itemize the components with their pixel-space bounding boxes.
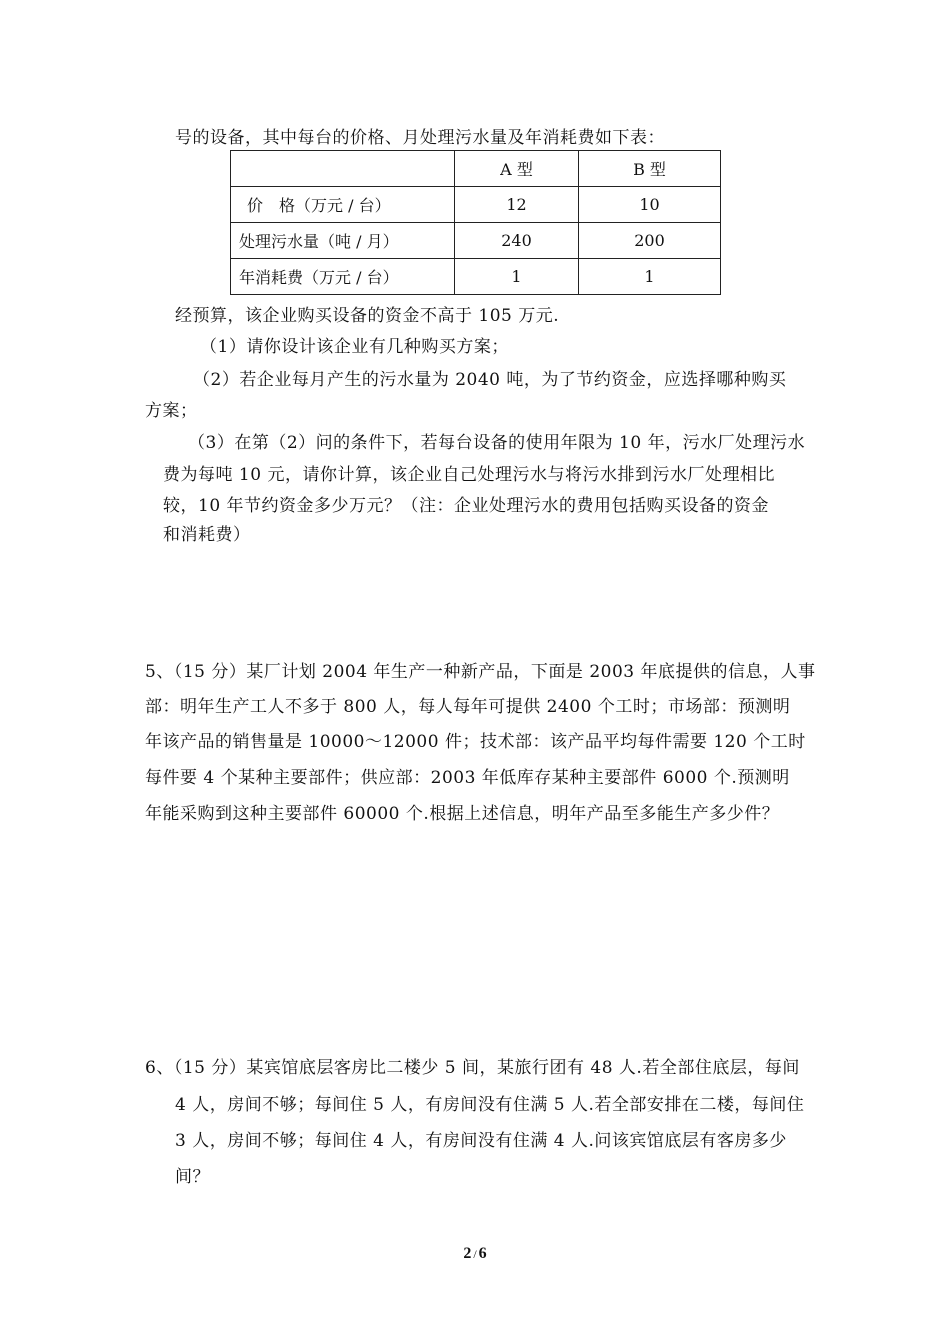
budget-note: 经预算，该企业购买设备的资金不高于 105 万元.: [175, 306, 560, 326]
table-row: [231, 223, 721, 259]
equipment-spec-table: [230, 150, 721, 295]
table-cell: 年消耗费（万元 / 台）: [231, 259, 455, 295]
q5-line: 部：明年生产工人不多于 800 人，每人每年可提供 2400 个工时；市场部：预测明: [145, 697, 791, 717]
table-cell: 240: [455, 223, 579, 259]
table-cell: 价 格（万元 / 台）: [231, 187, 455, 223]
q4-part-3-cont: 和消耗费）: [163, 525, 251, 545]
q4-part-3-cont: 费为每吨 10 元，请你计算，该企业自己处理污水与将污水排到污水厂处理相比: [163, 465, 775, 485]
table-cell: 10: [579, 187, 721, 223]
current-page: 2: [463, 1245, 472, 1262]
page-indicator: [0, 1245, 950, 1263]
q4-part-2-cont: 方案；: [145, 401, 198, 421]
q4-part-1: （1）请你设计该企业有几种购买方案；: [200, 337, 509, 357]
q6-line: 3 人，房间不够；每间住 4 人，有房间没有住满 4 人.问该宾馆底层有客房多少: [175, 1131, 787, 1151]
q5-line: 每件要 4 个某种主要部件；供应部：2003 年低库存某种主要部件 6000 个.预测明: [145, 768, 790, 788]
intro-text: 号的设备，其中每台的价格、月处理污水量及年消耗费如下表：: [175, 128, 665, 148]
table-row: [231, 187, 721, 223]
table-header-cell: B 型: [579, 151, 721, 187]
total-pages: 6: [478, 1245, 487, 1262]
q4-part-3: （3）在第（2）问的条件下，若每台设备的使用年限为 10 年，污水厂处理污水: [188, 433, 806, 453]
q6-line: 4 人，房间不够；每间住 5 人，有房间没有住满 5 人.若全部安排在二楼，每间住: [175, 1095, 805, 1115]
q6-line: 间？: [175, 1167, 210, 1187]
q6-line: 6、（15 分）某宾馆底层客房比二楼少 5 间，某旅行团有 48 人.若全部住底层，每间: [145, 1058, 800, 1078]
table-cell: 12: [455, 187, 579, 223]
q4-part-3-cont: 较，10 年节约资金多少万元？（注：企业处理污水的费用包括购买设备的资金: [163, 496, 770, 516]
q5-line: 年该产品的销售量是 10000～12000 件；技术部：该产品平均每件需要 120 个工时: [145, 732, 806, 752]
table-row: [231, 259, 721, 295]
table-cell: 200: [579, 223, 721, 259]
q5-line: 年能采购到这种主要部件 60000 个.根据上述信息，明年产品至多能生产多少件？: [145, 804, 780, 824]
page-separator: /: [473, 1247, 477, 1261]
q5-line: 5、（15 分）某厂计划 2004 年生产一种新产品，下面是 2003 年底提供的信息，人事: [145, 662, 816, 682]
table-header-cell: A 型: [455, 151, 579, 187]
table-header-cell: [231, 151, 455, 187]
table-cell: 1: [455, 259, 579, 295]
q4-part-2: （2）若企业每月产生的污水量为 2040 吨，为了节约资金，应选择哪种购买: [193, 370, 787, 390]
table-cell: 处理污水量（吨 / 月）: [231, 223, 455, 259]
table-header-row: [231, 151, 721, 187]
table-cell: 1: [579, 259, 721, 295]
